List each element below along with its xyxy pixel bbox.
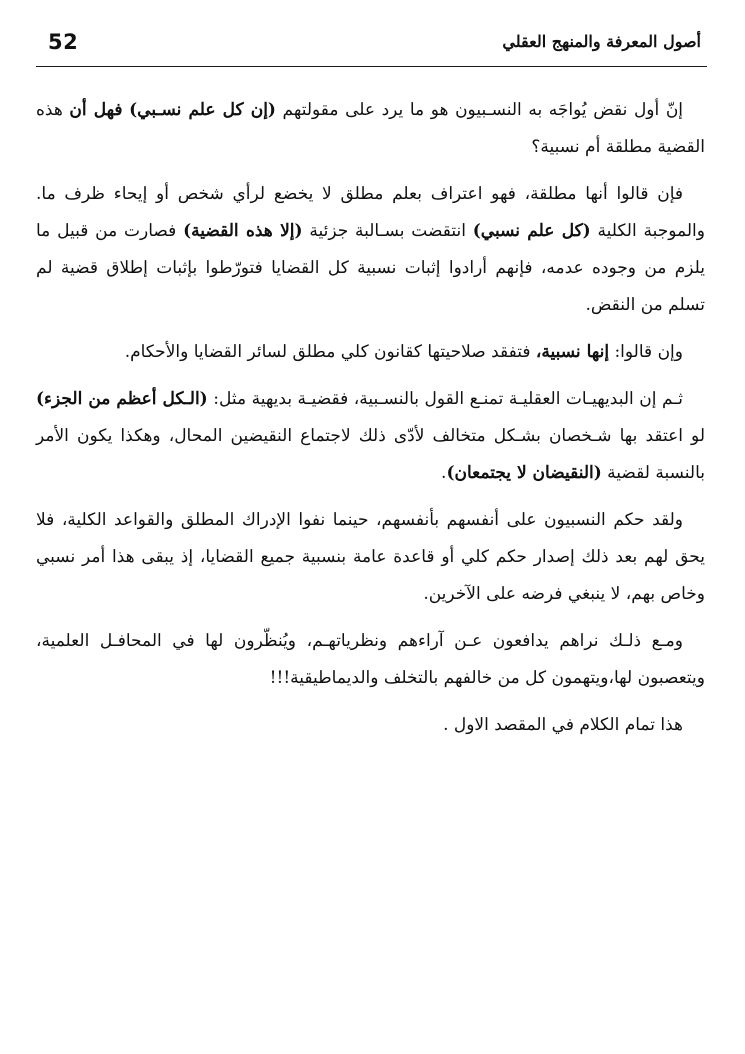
page-number: 52 <box>48 30 79 54</box>
text-segment: فصارت من قبيل ما يلزم من وجوده عدمه، فإنهم أرادوا إثبات نسبية كل القضايا فتورّطوا بإثبات إطلاق قضية لم تسلم من النقض. <box>36 221 705 315</box>
text-segment: فتفقد صلاحيتها كقانون كلي مطلق لسائر القضايا والأحكام. <box>124 342 536 362</box>
text-segment: هذه القضية مطلقة أم نسبية؟ <box>36 100 705 157</box>
text-segment: ثـم إن البديهيـات العقليـة تمنـع القول بالنسـبية، فقضيـة بديهية مثل: <box>207 389 683 409</box>
bold-text-segment: (إن كل علم نسـبي) <box>129 100 276 120</box>
paragraph <box>36 92 705 166</box>
paragraph <box>36 502 705 613</box>
bold-text-segment: (النقيضان لا يجتمعان) <box>446 463 602 483</box>
text-segment: ومـع ذلـك نراهم يدافعون عـن آراءهم ونظرياتهـم، ويُنظّرون لها في المحافـل العلمية، ويتعصبون لها،ويتهمون كل من خالفهم بالتخلف والديماطيقية!!! <box>36 631 705 688</box>
paragraph <box>36 176 705 324</box>
bold-text-segment: (إلا هذه القضية) <box>183 221 303 241</box>
text-segment: ولقد حكم النسبيون على أنفسهم بأنفسهم، حينما نفوا الإدراك المطلق والقواعد الكلية، فلا يحق لهم بعد ذلك إصدار حكم كلي أو قاعدة عامة بنسبية جميع القضايا، إذ يبقى هذا أمر نسبي وخاص بهم، لا ينبغي فرضه على الآخرين. <box>36 510 705 604</box>
paragraph <box>36 623 705 697</box>
bold-text-segment: فهل أن <box>69 100 123 120</box>
bold-text-segment: (الـكل أعظم من الجزء) <box>36 389 208 409</box>
paragraph <box>36 707 705 744</box>
paragraph <box>36 381 705 492</box>
text-segment: لو اعتقد بها شـخصان بشـكل متخالف لأدّى ذلك لاجتماع النقيضين المحال، وهكذا يكون الأمر بالنسبة لقضية <box>36 426 705 483</box>
body-text <box>36 92 705 754</box>
bold-text-segment: (كل علم نسبي) <box>472 221 591 241</box>
text-segment: هذا تمام الكلام في المقصد الاول . <box>443 715 683 735</box>
text-segment: . <box>441 463 447 483</box>
book-title: أصول المعرفة والمنهج العقلي <box>502 32 701 51</box>
text-segment: انتقضت بسـالبة جزئية <box>302 221 473 241</box>
text-segment: فإن قالوا أنها مطلقة، فهو اعتراف بعلم مطلق لا يخضع لرأي شخص أو إيحاء ظرف ما. والموجبة الكلية <box>36 184 705 241</box>
text-segment: إنّ أول نقض يُواجَه به النسـبيون هو ما يرد على مقولتهم <box>275 100 684 120</box>
paragraph <box>36 334 705 371</box>
running-header <box>36 26 707 67</box>
bold-text-segment: إنها نسبية، <box>535 342 610 362</box>
text-segment: وإن قالوا: <box>609 342 683 362</box>
